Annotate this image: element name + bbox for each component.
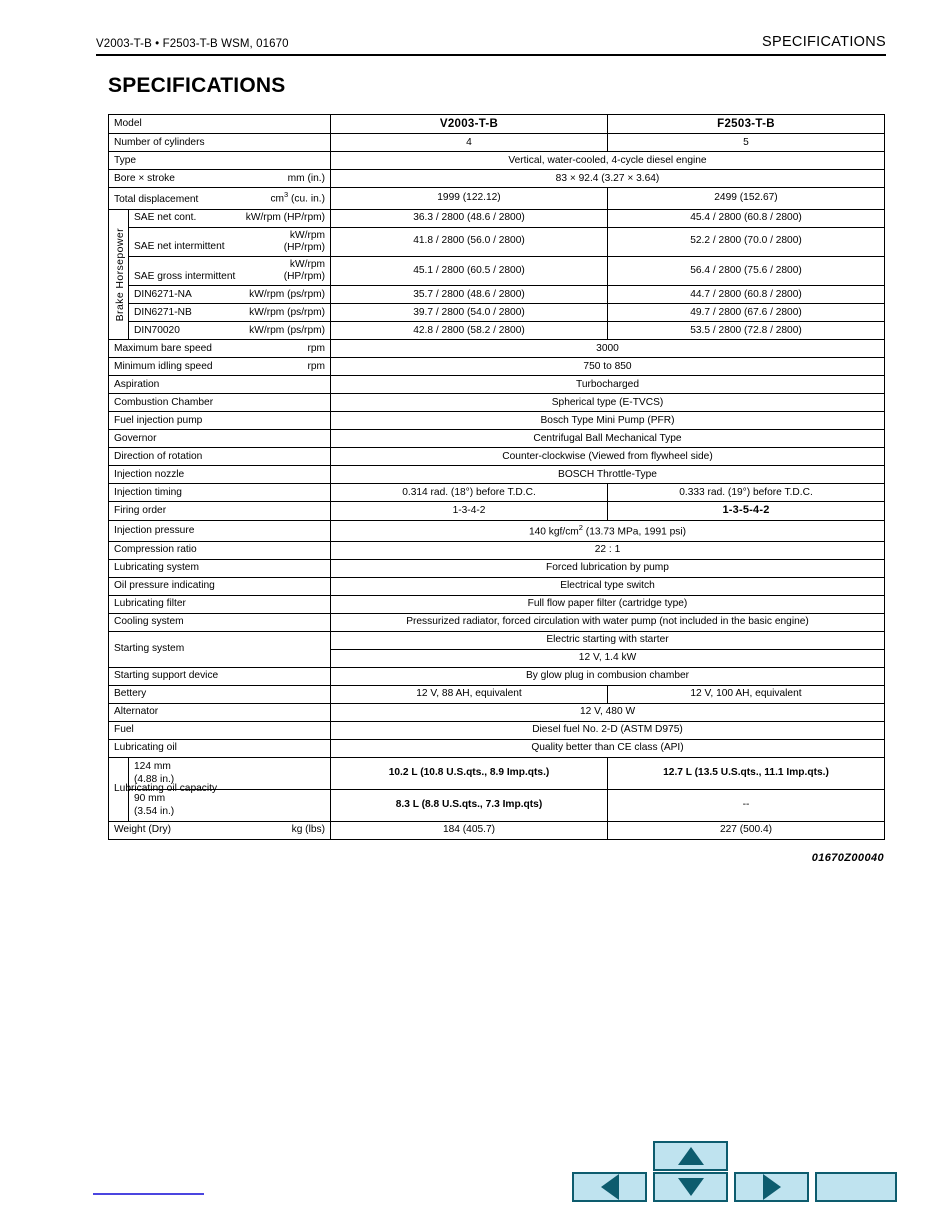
- table-row: [109, 466, 885, 484]
- model-f2503: F2503-T-B: [608, 115, 885, 134]
- row-label-sae-net-intermittent: [129, 227, 331, 256]
- triangle-up-icon: [678, 1147, 704, 1165]
- bore-stroke-label: Bore × stroke: [114, 172, 175, 184]
- row-label-firing-order: Firing order: [109, 502, 331, 521]
- lubricating-oil-value: Quality better than CE class (API): [331, 740, 885, 758]
- page-down-button[interactable]: [653, 1172, 728, 1202]
- triangle-left-icon: [601, 1174, 619, 1200]
- oil-capacity-sub-124mm: 124 mm (4.88 in.): [129, 758, 331, 790]
- row-label-alternator: Alternator: [109, 704, 331, 722]
- row-label-aspiration: Aspiration: [109, 376, 331, 394]
- weight-dry-label: Weight (Dry): [114, 824, 171, 836]
- header-divider-rule: [96, 54, 886, 56]
- table-row: [109, 614, 885, 632]
- model-v2003: V2003-T-B: [331, 115, 608, 134]
- injection-nozzle-value: BOSCH Throttle-Type: [331, 466, 885, 484]
- table-row: [109, 502, 885, 521]
- lubricating-system-value: Forced lubrication by pump: [331, 560, 885, 578]
- page-title: SPECIFICATIONS: [108, 74, 286, 97]
- group-label-brake-horsepower: Brake Horsepower: [109, 209, 129, 340]
- oil-pressure-indicating-value: Electrical type switch: [331, 578, 885, 596]
- row-label-cooling-system: Cooling system: [109, 614, 331, 632]
- sae-net-cont-unit: kW/rpm (HP/rpm): [245, 211, 325, 223]
- weight-dry-f2503: 227 (500.4): [608, 822, 885, 840]
- governor-value: Centrifugal Ball Mechanical Type: [331, 430, 885, 448]
- table-row: [109, 722, 885, 740]
- firing-order-f2503: 1-3-5-4-2: [608, 502, 885, 521]
- sae-gross-intermittent-unit: kW/rpm (HP/rpm): [283, 258, 325, 283]
- compression-ratio-value: 22 : 1: [331, 542, 885, 560]
- starting-support-device-value: By glow plug in combusion chamber: [331, 668, 885, 686]
- sae-gross-intermittent-f2503: 56.4 / 2800 (75.6 / 2800): [608, 256, 885, 285]
- type-value: Vertical, water-cooled, 4-cycle diesel engine: [331, 152, 885, 170]
- row-label-fuel-injection-pump: Fuel injection pump: [109, 412, 331, 430]
- table-row: [109, 286, 885, 304]
- row-label-lubricating-filter: Lubricating filter: [109, 596, 331, 614]
- page-up-button[interactable]: [653, 1141, 728, 1171]
- next-page-button[interactable]: [734, 1172, 809, 1202]
- row-label-injection-pressure: Injection pressure: [109, 521, 331, 542]
- firing-order-v2003: 1-3-4-2: [331, 502, 608, 521]
- fuel-injection-pump-value: Bosch Type Mini Pump (PFR): [331, 412, 885, 430]
- table-row: [109, 542, 885, 560]
- starting-system-value-b: 12 V, 1.4 kW: [331, 650, 885, 668]
- max-bare-speed-label: Maximum bare speed: [114, 342, 212, 354]
- table-row: [109, 394, 885, 412]
- din6271-nb-v2003: 39.7 / 2800 (54.0 / 2800): [331, 304, 608, 322]
- row-label-oil-pressure-indicating: Oil pressure indicating: [109, 578, 331, 596]
- row-label-min-idling-speed: [109, 358, 331, 376]
- table-row: [109, 758, 885, 790]
- oil-capacity-90mm-f2503: --: [608, 790, 885, 822]
- row-label-max-bare-speed: [109, 340, 331, 358]
- sae-gross-intermittent-v2003: 45.1 / 2800 (60.5 / 2800): [331, 256, 608, 285]
- row-label-cylinders: Number of cylinders: [109, 134, 331, 152]
- table-row: [109, 152, 885, 170]
- row-label-sae-net-cont: [129, 209, 331, 227]
- weight-dry-unit: kg (lbs): [291, 824, 325, 836]
- sae-net-cont-label: SAE net cont.: [134, 211, 197, 223]
- sae-gross-intermittent-label: SAE gross intermittent: [134, 270, 236, 282]
- din70020-unit: kW/rpm (ps/rpm): [249, 324, 325, 336]
- injection-pressure-value: 140 kgf/$cm^2$ (13.73 MPa, 1991 psi): [331, 521, 885, 542]
- table-row: [109, 686, 885, 704]
- oil-capacity-124mm-v2003: 10.2 L (10.8 U.S.qts., 8.9 Imp.qts.): [331, 758, 608, 790]
- sae-net-cont-v2003: 36.3 / 2800 (48.6 / 2800): [331, 209, 608, 227]
- injection-timing-v2003: 0.314 rad. (18°) before T.D.C.: [331, 484, 608, 502]
- din6271-na-v2003: 35.7 / 2800 (48.6 / 2800): [331, 286, 608, 304]
- row-label-starting-system: Starting system: [109, 632, 331, 668]
- table-row: [109, 430, 885, 448]
- row-label-starting-support-device: Starting support device: [109, 668, 331, 686]
- header-section-name: SPECIFICATIONS: [762, 34, 886, 50]
- row-label-sae-gross-intermittent: [129, 256, 331, 285]
- table-row: [109, 632, 885, 650]
- triangle-right-icon: [763, 1174, 781, 1200]
- cooling-system-value: Pressurized radiator, forced circulation with water pump (not included in the basic engine): [331, 614, 885, 632]
- figure-code: 01670Z00040: [811, 852, 884, 864]
- table-row: [109, 358, 885, 376]
- row-label-fuel: Fuel: [109, 722, 331, 740]
- table-row: [109, 521, 885, 542]
- previous-page-button[interactable]: [572, 1172, 647, 1202]
- starting-system-value-a: Electric starting with starter: [331, 632, 885, 650]
- table-row: [109, 740, 885, 758]
- sae-net-intermittent-f2503: 52.2 / 2800 (70.0 / 2800): [608, 227, 885, 256]
- din6271-nb-label: DIN6271-NB: [134, 306, 192, 318]
- sae-net-intermittent-unit: kW/rpm (HP/rpm): [283, 229, 325, 253]
- bore-stroke-value: 83 × 92.4 (3.27 × 3.64): [331, 170, 885, 188]
- row-label-din6271-na: [129, 286, 331, 304]
- din6271-nb-f2503: 49.7 / 2800 (67.6 / 2800): [608, 304, 885, 322]
- sae-net-intermittent-v2003: 41.8 / 2800 (56.0 / 2800): [331, 227, 608, 256]
- din6271-na-unit: kW/rpm (ps/rpm): [249, 288, 325, 300]
- combustion-chamber-value: Spherical type (E-TVCS): [331, 394, 885, 412]
- row-label-battery: Bettery: [109, 686, 331, 704]
- bore-stroke-unit: mm (in.): [287, 172, 325, 184]
- footer-blue-rule: [93, 1193, 204, 1195]
- table-row: [109, 668, 885, 686]
- row-label-lubricating-system: Lubricating system: [109, 560, 331, 578]
- table-row: [109, 227, 885, 256]
- oil-capacity-124mm-f2503: 12.7 L (13.5 U.S.qts., 11.1 Imp.qts.): [608, 758, 885, 790]
- oil-capacity-90mm-v2003: 8.3 L (8.8 U.S.qts., 7.3 Imp.qts): [331, 790, 608, 822]
- din6271-na-f2503: 44.7 / 2800 (60.8 / 2800): [608, 286, 885, 304]
- weight-dry-v2003: 184 (405.7): [331, 822, 608, 840]
- alternator-value: 12 V, 480 W: [331, 704, 885, 722]
- table-row: [109, 560, 885, 578]
- row-label-governor: Governor: [109, 430, 331, 448]
- row-label-type: Type: [109, 152, 331, 170]
- row-label-injection-timing: Injection timing: [109, 484, 331, 502]
- direction-rotation-value: Counter-clockwise (Viewed from flywheel side): [331, 448, 885, 466]
- sae-net-cont-f2503: 45.4 / 2800 (60.8 / 2800): [608, 209, 885, 227]
- table-row: [109, 256, 885, 285]
- sae-net-intermittent-label: SAE net intermittent: [134, 241, 225, 253]
- din6271-na-label: DIN6271-NA: [134, 288, 192, 300]
- min-idling-speed-value: 750 to 850: [331, 358, 885, 376]
- aspiration-value: Turbocharged: [331, 376, 885, 394]
- running-header: [96, 34, 886, 50]
- battery-f2503: 12 V, 100 AH, equivalent: [608, 686, 885, 704]
- table-row: [109, 596, 885, 614]
- row-label-lubricating-oil: Lubricating oil: [109, 740, 331, 758]
- din70020-v2003: 42.8 / 2800 (58.2 / 2800): [331, 322, 608, 340]
- table-row: [109, 340, 885, 358]
- table-row: [109, 484, 885, 502]
- table-row: [109, 578, 885, 596]
- din6271-nb-unit: kW/rpm (ps/rpm): [249, 306, 325, 318]
- displacement-v2003: 1999 (122.12): [331, 188, 608, 209]
- fuel-value: Diesel fuel No. 2-D (ASTM D975): [331, 722, 885, 740]
- min-idling-speed-label: Minimum idling speed: [114, 360, 213, 372]
- row-label-combustion-chamber: Combustion Chamber: [109, 394, 331, 412]
- manual-reference: V2003-T-B • F2503-T-B WSM, 01670: [96, 38, 289, 50]
- table-row: [109, 322, 885, 340]
- table-row: [109, 412, 885, 430]
- displacement-label: Total displacement: [114, 193, 199, 205]
- table-row: [109, 448, 885, 466]
- min-idling-speed-unit: rpm: [307, 360, 325, 372]
- table-row: [109, 376, 885, 394]
- table-row: [109, 704, 885, 722]
- row-label-model: Model: [109, 115, 331, 134]
- table-row: [109, 790, 885, 822]
- max-bare-speed-unit: rpm: [307, 342, 325, 354]
- row-label-displacement: [109, 188, 331, 209]
- displacement-unit: $cm^3$ (cu. in.): [270, 190, 325, 205]
- table-row: [109, 304, 885, 322]
- table-row: [109, 134, 885, 152]
- displacement-f2503: 2499 (152.67): [608, 188, 885, 209]
- din70020-label: DIN70020: [134, 324, 180, 336]
- din70020-f2503: 53.5 / 2800 (72.8 / 2800): [608, 322, 885, 340]
- table-row: [109, 115, 885, 134]
- table-row: [109, 209, 885, 227]
- cylinders-v2003: 4: [331, 134, 608, 152]
- triangle-down-icon: [678, 1178, 704, 1196]
- lubricating-filter-value: Full flow paper filter (cartridge type): [331, 596, 885, 614]
- row-label-direction-rotation: Direction of rotation: [109, 448, 331, 466]
- row-label-bore-stroke: [109, 170, 331, 188]
- row-label-din70020: [129, 322, 331, 340]
- cylinders-f2503: 5: [608, 134, 885, 152]
- row-label-weight-dry: [109, 822, 331, 840]
- table-row: [109, 188, 885, 209]
- navigation-bar: [572, 1172, 897, 1202]
- row-label-lubricating-oil-capacity: Lubricating oil capacity: [109, 758, 129, 822]
- max-bare-speed-value: 3000: [331, 340, 885, 358]
- table-row: [109, 170, 885, 188]
- table-row: [109, 822, 885, 840]
- injection-timing-f2503: 0.333 rad. (19°) before T.D.C.: [608, 484, 885, 502]
- row-label-injection-nozzle: Injection nozzle: [109, 466, 331, 484]
- battery-v2003: 12 V, 88 AH, equivalent: [331, 686, 608, 704]
- row-label-compression-ratio: Compression ratio: [109, 542, 331, 560]
- navigation-blank-button[interactable]: [815, 1172, 897, 1202]
- specifications-table: [108, 114, 885, 840]
- oil-capacity-sub-90mm: 90 mm (3.54 in.): [129, 790, 331, 822]
- row-label-din6271-nb: [129, 304, 331, 322]
